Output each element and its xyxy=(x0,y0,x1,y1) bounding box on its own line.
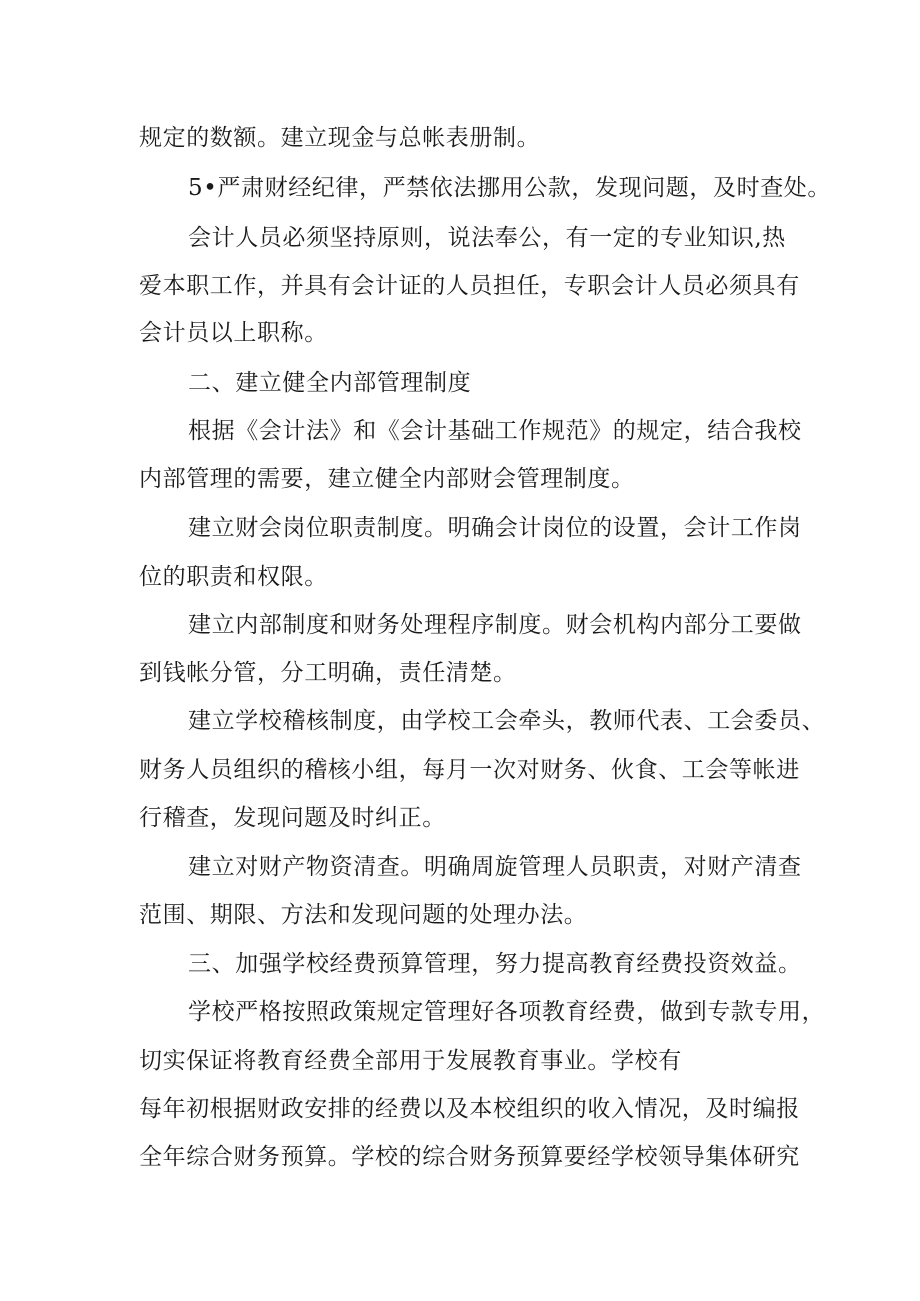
text-line-8: 内部管理的需要，建立健全内部财会管理制度。 xyxy=(139,466,635,492)
text-line-15: 行稽查，发现问题及时纠正。 xyxy=(139,805,446,831)
text-line-19: 学校严格按照政策规定管理好各项教育经费，做到专款专用， xyxy=(188,999,826,1025)
text-line-12: 到钱帐分管，分工明确，责任清楚。 xyxy=(139,660,517,686)
section-heading-2: 二、建立健全内部管理制度 xyxy=(188,370,472,396)
text-line-9: 建立财会岗位职责制度。明确会计岗位的设置，会计工作岗 xyxy=(188,515,802,541)
text-line-16: 建立对财产物资清查。明确周旋管理人员职责，对财产清查 xyxy=(188,854,802,880)
text-line-17: 范围、期限、方法和发现问题的处理办法。 xyxy=(139,902,588,928)
text-line-10: 位的职责和权限。 xyxy=(139,564,328,590)
text-line-7: 根据《会计法》和《会计基础工作规范》的规定，结合我校 xyxy=(188,418,802,444)
text-line-4: 爱本职工作，并具有会计证的人员担任，专职会计人员必须具有 xyxy=(139,273,800,299)
section-heading-3: 三、加强学校经费预算管理，努力提高教育经费投资效益。 xyxy=(188,951,802,977)
text-line-22: 全年综合财务预算。学校的综合财务预算要经学校领导集体研究 xyxy=(139,1144,800,1170)
text-line-2: 5•严肃财经纪律，严禁依法挪用公款，发现问题，及时查处。 xyxy=(188,175,831,201)
text-line-13: 建立学校稽核制度，由学校工会牵头，教师代表、工会委员、 xyxy=(188,708,826,734)
text-line-1: 规定的数额。建立现金与总帐表册制。 xyxy=(139,125,541,151)
text-line-20: 切实保证将教育经费全部用于发展教育事业。学校有 xyxy=(139,1048,682,1074)
text-line-11: 建立内部制度和财务处理程序制度。财会机构内部分工要做 xyxy=(188,612,802,638)
text-line-21: 每年初根据财政安排的经费以及本校组织的收入情况，及时编报 xyxy=(139,1096,800,1122)
text-line-5: 会计员以上职称。 xyxy=(139,320,328,346)
text-line-3: 会计人员必须坚持原则，说法奉公，有一定的专业知识,热 xyxy=(188,225,786,251)
text-line-14: 财务人员组织的稽核小组，每月一次对财务、伙食、工会等帐进 xyxy=(139,757,800,783)
